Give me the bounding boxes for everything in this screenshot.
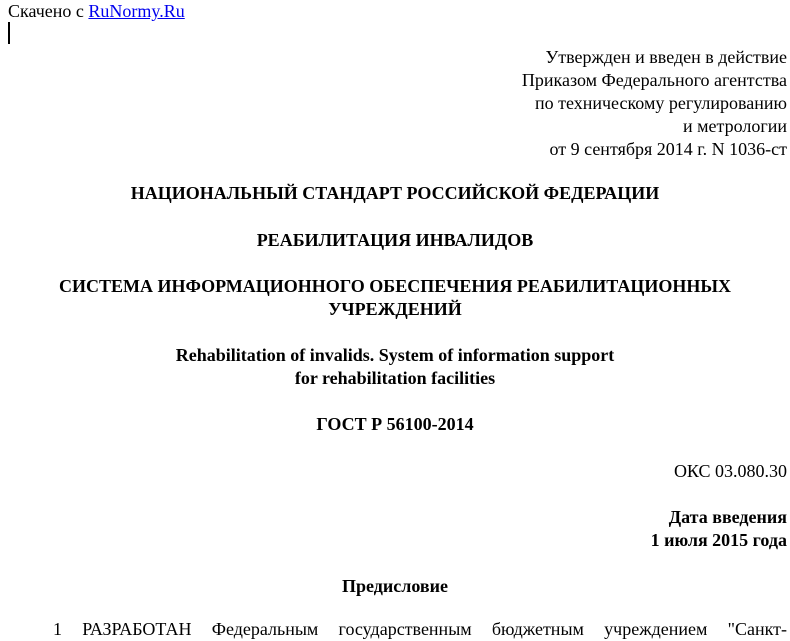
- source-link[interactable]: RuNormy.Ru: [88, 1, 185, 21]
- title-ru-secondary-line: УЧРЕЖДЕНИЙ: [328, 299, 462, 319]
- foreword-heading: Предисловие: [342, 576, 448, 596]
- title-en-line: Rehabilitation of invalids. System of information support: [175, 345, 615, 365]
- approval-block: [522, 46, 787, 161]
- approval-line: и метрологии: [683, 116, 787, 136]
- title-en: [8, 344, 782, 390]
- text-cursor: [8, 22, 10, 44]
- standard-designation: ГОСТ Р 56100-2014: [316, 414, 474, 434]
- foreword-paragraph: 1 РАЗРАБОТАН Федеральным государственным бюджетным учреждением "Санкт-: [53, 619, 787, 639]
- title-ru-secondary-line: СИСТЕМА ИНФОРМАЦИОННОГО ОБЕСПЕЧЕНИЯ РЕАБИЛИТАЦИОННЫХ: [58, 276, 732, 296]
- source-line: [8, 1, 185, 22]
- title-ru-secondary: [8, 275, 782, 321]
- approval-line: Утвержден и введен в действие: [545, 47, 787, 67]
- title-ru-primary: РЕАБИЛИТАЦИЯ ИНВАЛИДОВ: [256, 230, 534, 250]
- approval-line: от 9 сентября 2014 г. N 1036-ст: [549, 139, 787, 159]
- effective-date-value: 1 июля 2015 года: [650, 530, 787, 550]
- source-prefix: Скачено с: [8, 1, 89, 21]
- standard-type-heading: НАЦИОНАЛЬНЫЙ СТАНДАРТ РОССИЙСКОЙ ФЕДЕРАЦИИ: [130, 183, 660, 203]
- oks-code: ОКС 03.080.30: [673, 461, 787, 481]
- effective-date-label: Дата введения: [668, 507, 787, 527]
- approval-line: Приказом Федерального агентства: [521, 70, 787, 90]
- approval-line: по техническому регулированию: [534, 93, 787, 113]
- title-en-line: for rehabilitation facilities: [294, 368, 496, 388]
